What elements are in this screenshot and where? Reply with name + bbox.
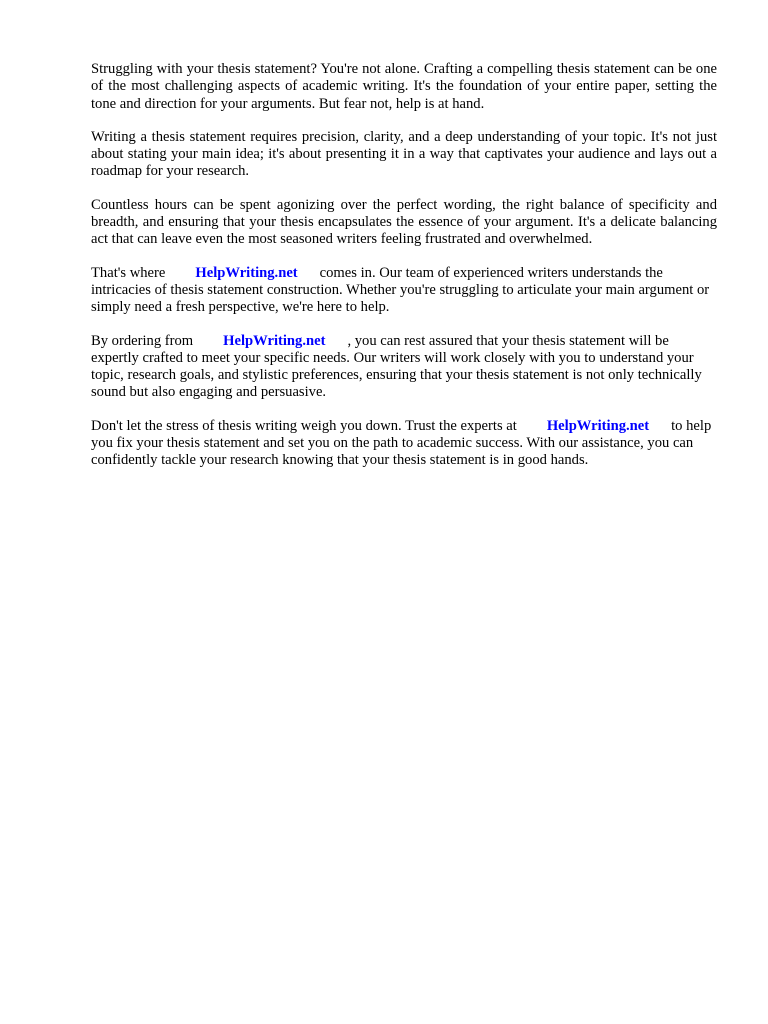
paragraph-ordering [91, 333, 717, 402]
paragraph-text: By ordering from [91, 332, 194, 349]
helpwriting-link[interactable]: HelpWriting.net [195, 264, 298, 281]
paragraph-requirements: Writing a thesis statement requires precision, clarity, and a deep understanding of your topic. It's not just about stating your main idea; it's about presenting it in a way that captivates your audience and lays out a roadmap for your research. [91, 128, 717, 180]
paragraph-closing [91, 418, 717, 470]
paragraph-intro: Struggling with your thesis statement? You're not alone. Crafting a compelling thesis statement can be one of the most challenging aspects of academic writing. It's the foundation of your entire paper, setting the tone and direction for your arguments. But fear not, help is at hand. [91, 61, 717, 112]
paragraph-text: to help you fix your thesis statement and set you on the path to academic success. With our assistance, you can confidently tackle your research knowing that your thesis statement is in good hands. [91, 417, 712, 469]
paragraph-text: That's where [91, 264, 166, 281]
helpwriting-link[interactable]: HelpWriting.net [546, 417, 650, 434]
paragraph-text: , you can rest assured that your thesis statement will be expertly crafted to meet your specific needs. Our writers will work closely with you to understand your topic, research goals, and stylistic preferences, ensuring that your thesis statement is not only technically sound but also engaging and persuasive. [91, 332, 702, 401]
paragraph-struggle: Countless hours can be spent agonizing over the perfect wording, the right balance of specificity and breadth, and ensuring that your thesis encapsulates the essence of your argument. It's a delicate balancing act that can leave even the most seasoned writers feeling frustrated and overwhelmed. [91, 196, 717, 248]
paragraph-text: comes in. Our team of experienced writers understands the intricacies of thesis statement construction. Whether you're struggling to articulate your main argument or simply need a fresh perspective, we're here to help. [91, 264, 710, 316]
document-page [91, 61, 717, 486]
paragraph-helpwriting-intro [91, 265, 717, 317]
helpwriting-link[interactable]: HelpWriting.net [223, 332, 326, 349]
paragraph-text: Don't let the stress of thesis writing weigh you down. Trust the experts at [91, 417, 517, 434]
